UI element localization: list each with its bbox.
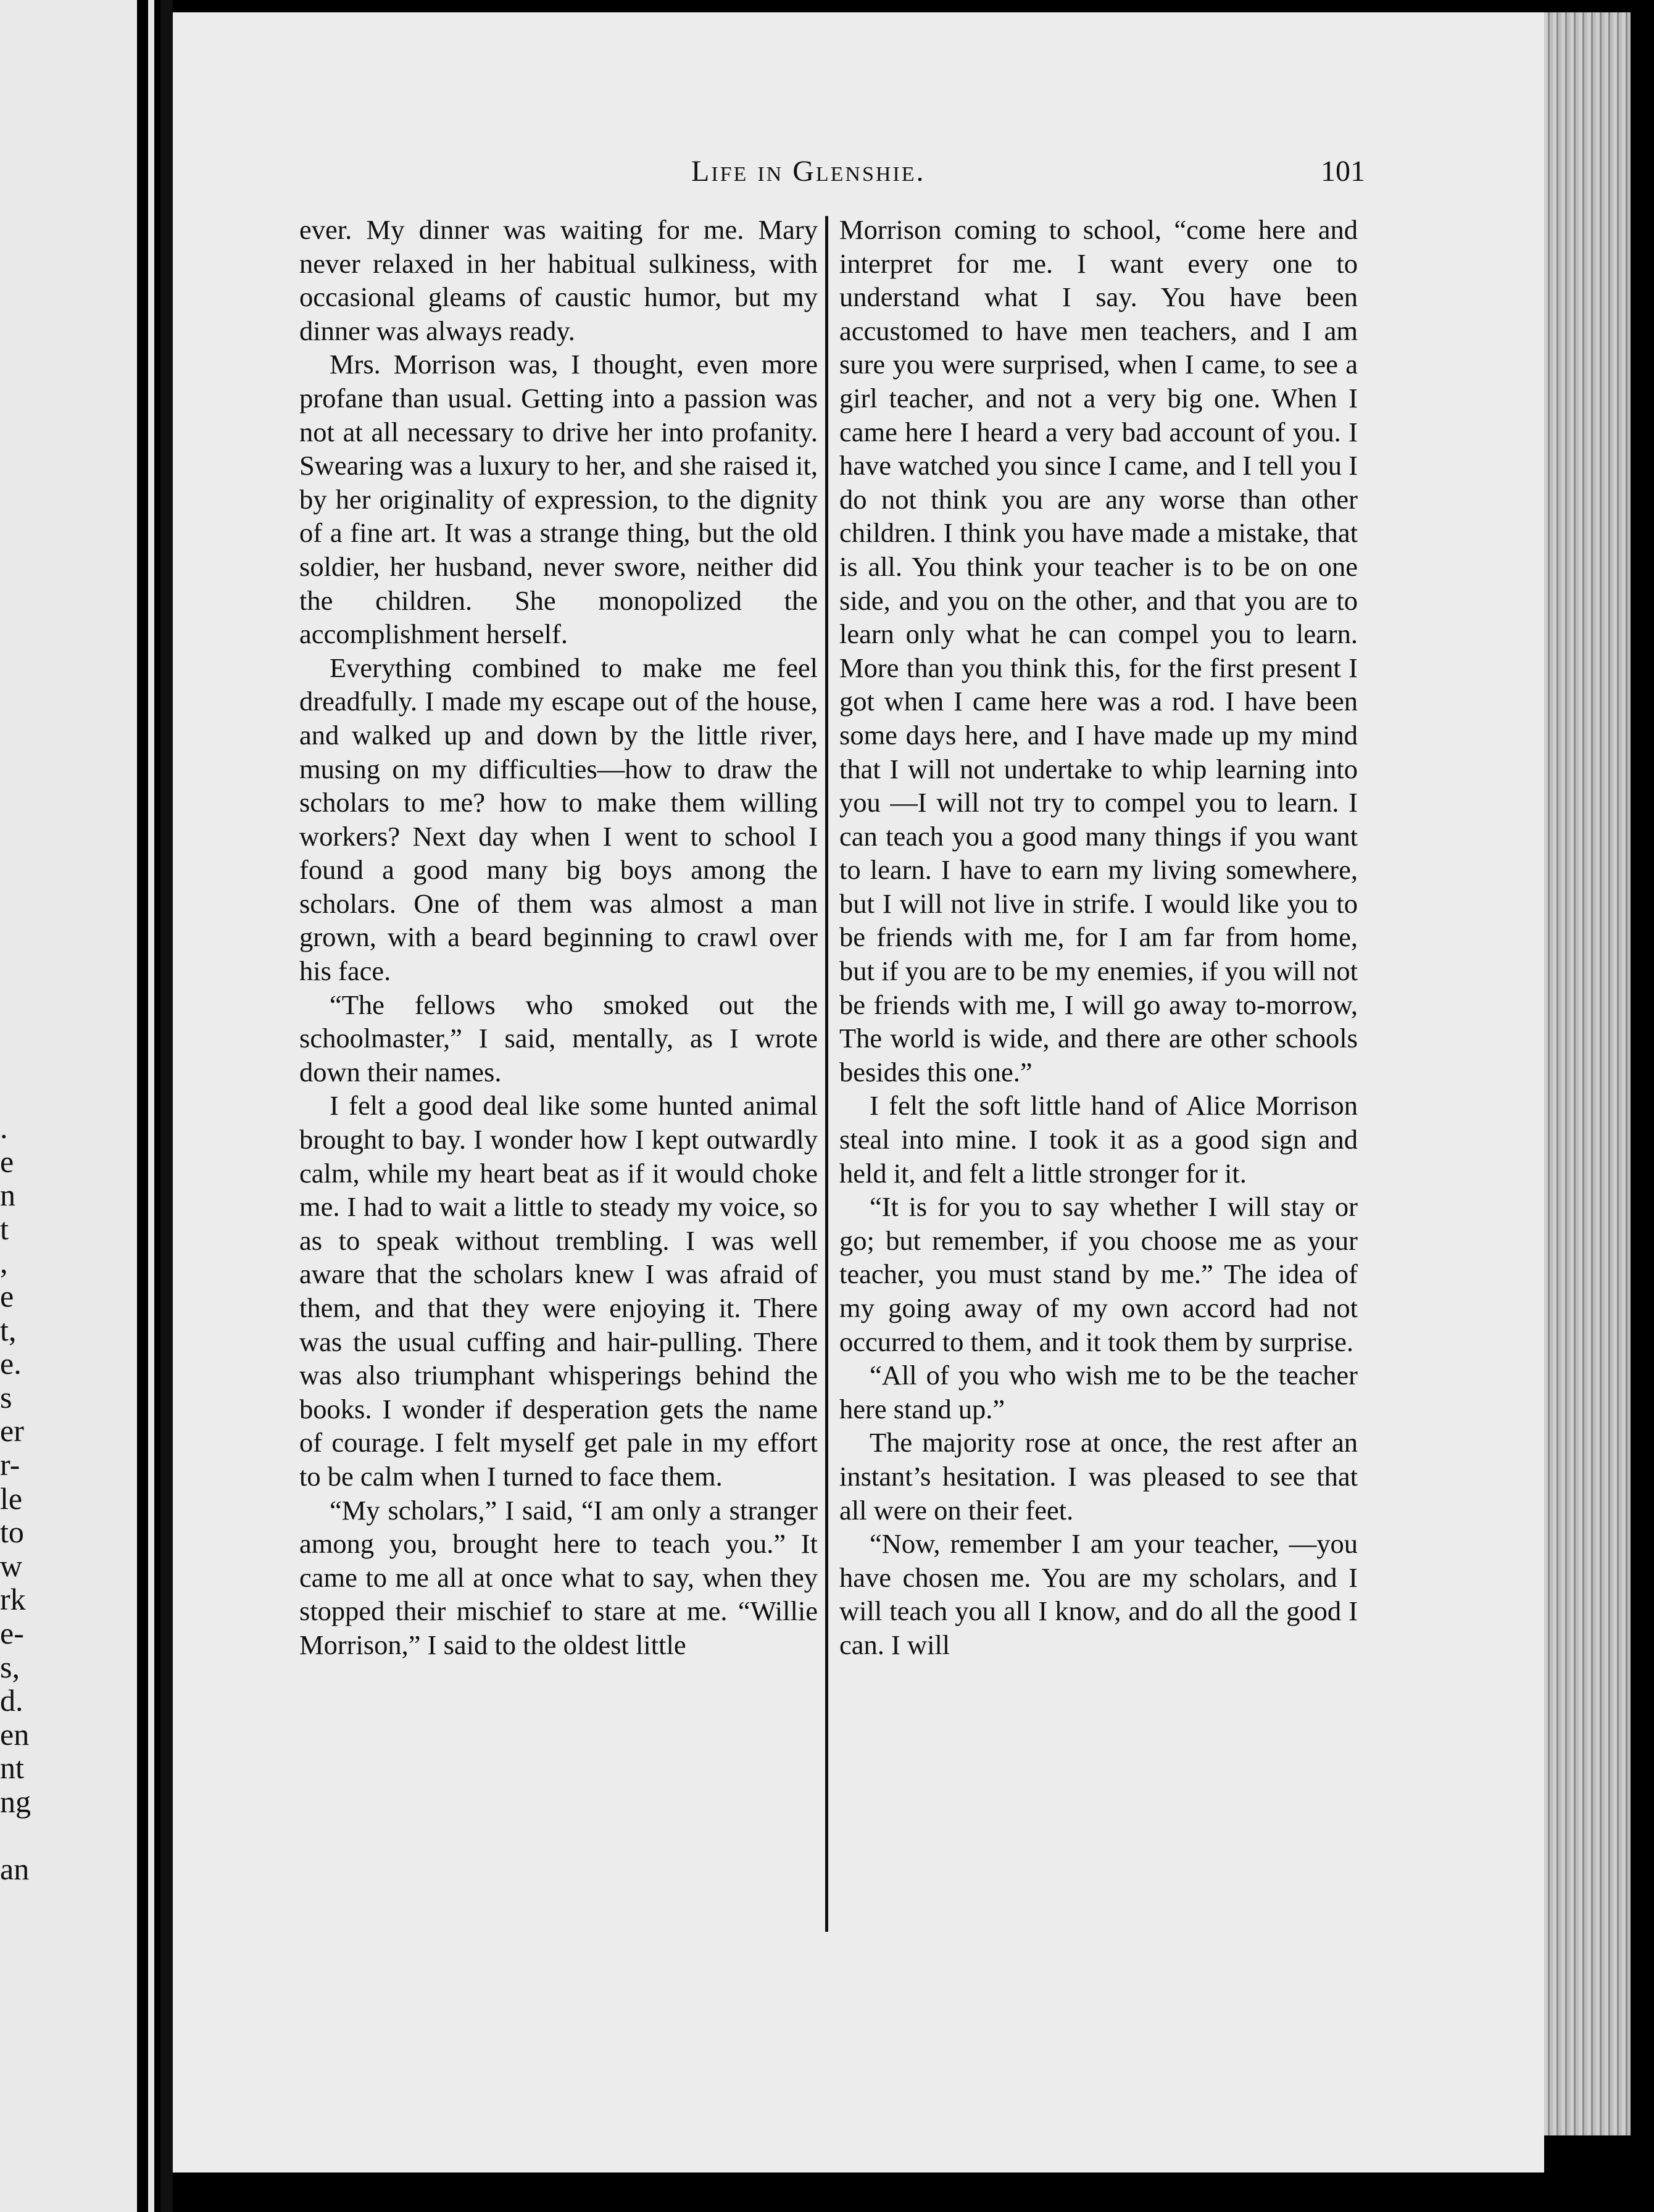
left-page-fragment: d. bbox=[0, 1683, 23, 1718]
right-text-column bbox=[839, 213, 1358, 1662]
left-page-fragment: rk bbox=[0, 1582, 26, 1617]
paragraph: I felt the soft little hand of Alice Morrison steal into mine. I took it as a good sign and held it, and felt a little stronger for it. bbox=[839, 1090, 1358, 1189]
left-page-fragment: n bbox=[0, 1178, 15, 1213]
paragraph: Morrison coming to school, “come here and interpret for me. I want every one to understand what I say. You have been accustomed to have men teachers, and I am sure you were surprised, when I came, to see a girl teacher, and not a very big one. When I came here I heard a very bad account of you. I have watched you since I came, and I tell you I do not think you are any worse than other children. I think you have made a mistake, that is all. You think your teacher is to be on one side, and you on the other, and that you are to learn only what he can compel you to learn. More than you think this, for the first present I got when I came here was a rod. I have been some days here, and I have made up my mind that I will not undertake to whip learning into you —I will not try to compel you to learn. I can teach you a good many things if you want to learn. I have to earn my living somewhere, but I will not live in strife. I would like you to be friends with me, for I am far from home, but if you are to be my enemies, if you will not be friends with me, I will go away to-morrow, The world is wide, and there are other schools besides this one.” bbox=[839, 214, 1358, 1087]
page-stack-edge bbox=[1544, 12, 1631, 2135]
left-page-fragment: w bbox=[0, 1548, 23, 1583]
paragraph: ever. My dinner was waiting for me. Mary never relaxed in her habitual sulkiness, with occasional gleams of caustic humor, but my dinner was always ready. bbox=[299, 214, 818, 346]
left-page-fragment: an bbox=[0, 1852, 30, 1887]
left-page-fragment: s bbox=[0, 1379, 12, 1415]
paragraph: “My scholars,” I said, “I am only a stranger among you, brought here to teach you.” It came to me all at once what to say, when they stopped their mischief to stare at me. “Willie Morrison,” I said to the oldest little bbox=[299, 1494, 818, 1660]
left-page-fragment: e- bbox=[0, 1615, 24, 1650]
left-page-fragment: e bbox=[0, 1144, 14, 1179]
paragraph: I felt a good deal like some hunted animal brought to bay. I wonder how I kept outwardly calm, while my heart beat as if it would choke me. I had to wait a little to steady my voice, so as to speak without trembling. I was well aware that the scholars knew I was afraid of them, and that they were enjoying it. There was the usual cuffing and hair-pulling. There was also triumphant whisperings behind the books. I wonder if desperation gets the name of courage. I felt myself get pale in my effort to be calm when I turned to face them. bbox=[299, 1090, 818, 1492]
left-page-fragment: le bbox=[0, 1481, 23, 1516]
paragraph: The majority rose at once, the rest after an instant’s hesitation. I was pleased to see that all were on their feet. bbox=[839, 1427, 1358, 1526]
left-page-fragment: . bbox=[0, 1110, 8, 1145]
left-page-fragment: nt bbox=[0, 1750, 24, 1786]
paragraph: “It is for you to say whether I will stay or go; but remember, if you choose me as your teacher, you must stand by me.” The idea of my going away of my own accord had not occurred to them, and it took them by surprise. bbox=[839, 1191, 1358, 1357]
left-page-fragment: e bbox=[0, 1278, 14, 1313]
left-page-fragment: to bbox=[0, 1515, 24, 1550]
paragraph: “All of you who wish me to be the teacher here stand up.” bbox=[839, 1360, 1358, 1424]
left-page-fragment: t, bbox=[0, 1312, 17, 1347]
paragraph: Mrs. Morrison was, I thought, even more profane than usual. Getting into a passion was not at all necessary to drive her into profanity. Swearing was a luxury to her, and she raised it, by her originality of expression, to the dignity of a fine art. It was a strange thing, but the old soldier, her husband, never swore, neither did the children. She monopolized the accomplishment herself. bbox=[299, 349, 818, 650]
gutter-fold bbox=[160, 0, 173, 2212]
left-page-fragment: e. bbox=[0, 1346, 22, 1381]
column-divider bbox=[825, 216, 828, 1932]
left-page-edge bbox=[0, 0, 154, 2212]
left-page-fragment: s, bbox=[0, 1649, 20, 1684]
left-page-fragment: ng bbox=[0, 1784, 31, 1819]
left-page-fragment: r- bbox=[0, 1447, 20, 1482]
running-header: Life in Glenshie. bbox=[691, 155, 926, 188]
page-number: 101 bbox=[1321, 155, 1365, 188]
left-page-fragment: , bbox=[0, 1245, 8, 1280]
left-page-fragment: t bbox=[0, 1211, 9, 1246]
left-page-fragment: er bbox=[0, 1413, 24, 1449]
left-page-fragment: en bbox=[0, 1716, 30, 1752]
left-page-fragment bbox=[0, 1818, 43, 1852]
paragraph: “The fellows who smoked out the schoolmaster,” I said, mentally, as I wrote down their names. bbox=[299, 989, 818, 1087]
gutter-shadow bbox=[137, 0, 148, 2212]
left-text-column bbox=[299, 213, 818, 1662]
left-page-text-fragments bbox=[0, 1111, 43, 1886]
paragraph: “Now, remember I am your teacher, —you have chosen me. You are my scholars, and I will teach you all I know, and do all the good I can. I will bbox=[839, 1528, 1358, 1660]
paragraph: Everything combined to make me feel dreadfully. I made my escape out of the house, and walked up and down by the little river, musing on my difficulties—how to draw the scholars to me? how to make them willing workers? Next day when I went to school I found a good many big boys among the scholars. One of them was almost a man grown, with a beard beginning to crawl over his face. bbox=[299, 652, 818, 987]
